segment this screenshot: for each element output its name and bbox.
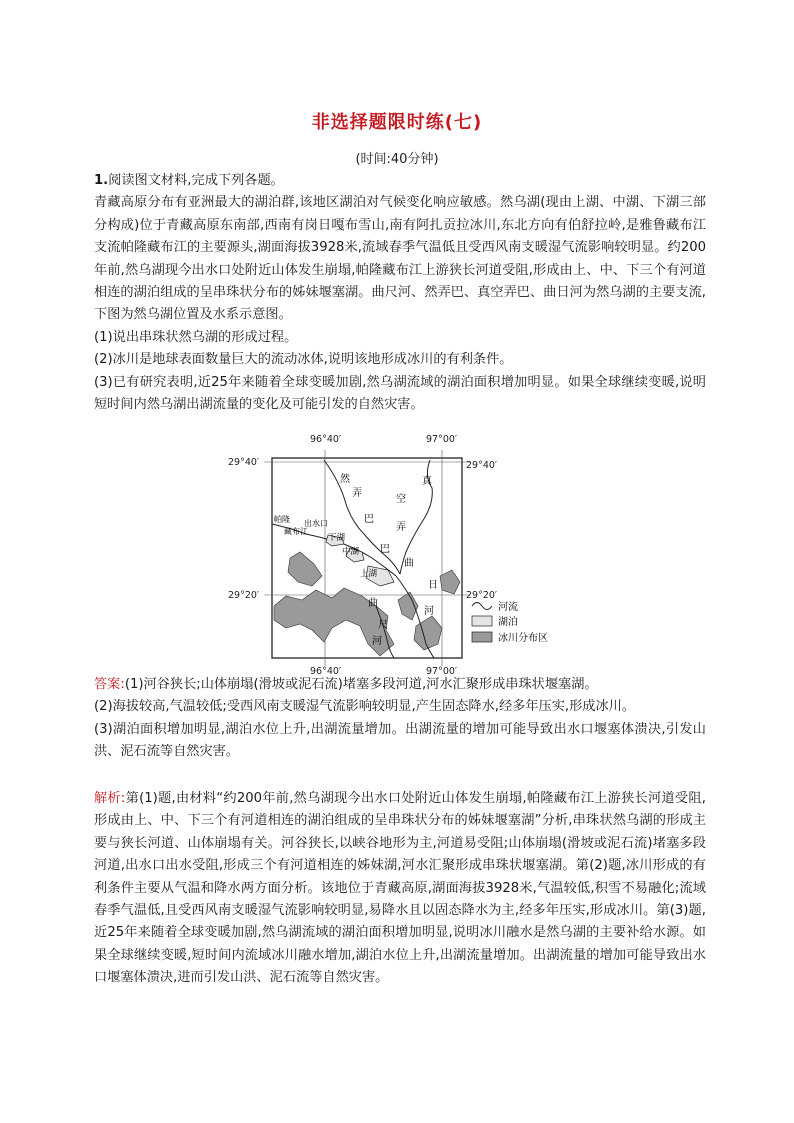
answer-1: [94, 674, 706, 696]
label-palong-zangbu: 藏布江: [284, 527, 308, 536]
label-kong: 空: [396, 494, 406, 505]
question-block: [94, 170, 706, 416]
analysis-block: [94, 788, 706, 990]
label-he: 河: [424, 606, 434, 617]
analysis-label: 解析:: [94, 791, 126, 806]
label-nong-2: 弄: [396, 522, 406, 533]
ranwu-lake-map: [228, 430, 578, 675]
answer-1-text: (1)河谷狭长;山体崩塌(滑坡或泥石流)堵塞多段河道,河水汇聚形成串珠状堰塞湖。: [124, 677, 598, 692]
lon-label-top-left: 96°40′: [310, 434, 342, 445]
analysis-text: 第(1)题,由材料“约200年前,然乌湖现今出水口处附近山体发生崩塌,帕隆藏布江上游狭长河道受阻,形成由上、中、下三个有河道相连的湖泊组成的呈串珠状分布的姊妹堰塞湖”分析,串珠状然乌湖的形成主要与狭长河道、山体崩塌有关。河谷狭长,以峡谷地形为主,河道易受阻;山体崩塌(滑坡或泥石流)堵塞多段河道,出水口出水受阻,形成三个有河道相连的姊妹湖,河水汇聚形成串珠状堰塞湖。第(2)题,冰川形成的有利条件主要从气温和降水两方面分析。该地位于青藏高原,湖面海拔3928米,气温较低,积雪不易融化;流域春季气温低,且受西风南支暖湿气流影响较明显,易降水且以固态降水为主,经多年压实,形成冰川。第(3)题,近25年来随着全球变暖加剧,然乌湖流域的湖泊面积增加明显,说明冰川融水是然乌湖的主要补给水源。如果全球继续变暖,短时间内流域冰川融水增加,湖泊水位上升,出湖流量增加。出湖流量的增加可能导致出水口堰塞体溃决,进而引发山洪、泥石流等自然灾害。: [94, 791, 706, 986]
time-limit: (时间:40分钟): [355, 152, 439, 167]
label-nong: 弄: [352, 488, 362, 499]
legend-glacier-symbol: [472, 632, 492, 642]
lon-label-bottom-right: 97°00′: [426, 666, 458, 675]
material-text: 青藏高原分布有亚洲最大的湖泊群,该地区湖泊对气候变化响应敏感。然乌湖(现由上湖、中湖、下湖三部分构成)位于青藏高原东南部,西南有岗日嘎布雪山,南有阿扎贡拉冰川,东北方向有伯舒拉岭,是雅鲁藏布江支流帕隆藏布江的主要源头,湖面海拔3928米,流域春季气温低且受西风南支暖湿气流影响较明显。约200年前,然乌湖现今出水口处附近山体发生崩塌,帕隆藏布江上游狭长河道受阻,形成由上、中、下三个有河道相连的湖泊组成的呈串珠状分布的姊妹堰塞湖。曲尺河、然弄巴、真空弄巴、曲日河为然乌湖的主要支流,下图为然乌湖位置及水系示意图。: [94, 195, 706, 323]
legend-glacier-label: 冰川分布区: [498, 633, 548, 644]
lon-label-top-right: 97°00′: [426, 434, 458, 445]
answer-label: 答案:: [94, 677, 125, 692]
lat-label-bottom-left: 29°20′: [228, 590, 260, 601]
label-outlet: 出水口: [304, 519, 328, 528]
question-intro-text: 阅读图文材料,完成下列各题。: [108, 173, 284, 188]
legend-lake-symbol: [472, 616, 492, 626]
lat-label-top-right: 29°40′: [466, 460, 498, 471]
answer-block: [94, 674, 706, 764]
label-palong: 帕隆: [274, 515, 290, 524]
label-zhong-hu: 中湖: [342, 547, 360, 557]
label-ran: 然: [340, 474, 350, 485]
sub-question-3: (3)已有研究表明,近25年来随着全球变暖加剧,然乌湖流域的湖泊面积增加明显。如果全球继续变暖,说明短时间内然乌湖出湖流量的变化及可能引发的自然灾害。: [94, 374, 706, 413]
lat-label-top-left: 29°40′: [228, 457, 260, 468]
label-shang-hu: 上湖: [360, 569, 378, 579]
question-intro: [94, 170, 706, 192]
label-qu: 曲: [404, 558, 414, 569]
legend-river-label: 河流: [498, 602, 518, 613]
label-chi: 尺: [378, 620, 388, 631]
lon-label-bottom-left: 96°40′: [310, 666, 342, 675]
label-zhen: 真: [422, 476, 432, 487]
answer-2: (2)海拔较高,气温较低;受西风南支暖湿气流影响较明显,产生固态降水,经多年压实,形成冰川。: [94, 699, 636, 715]
sub-question-2: (2)冰川是地球表面数量巨大的流动冰体,说明该地形成冰川的有利条件。: [94, 352, 513, 368]
label-qu-2: 曲: [368, 598, 378, 609]
label-xia-hu: 下湖: [328, 533, 346, 543]
page-title: 非选择题限时练(七): [311, 112, 483, 133]
label-ba-2: 巴: [380, 544, 390, 555]
legend-lake-label: 湖泊: [498, 617, 518, 628]
sub-question-1: (1)说出串珠状然乌湖的形成过程。: [94, 329, 298, 345]
lat-label-bottom-right: 29°20′: [466, 590, 498, 601]
question-number: 1.: [94, 173, 109, 188]
label-he-2: 河: [372, 636, 382, 647]
legend-river-symbol: [472, 603, 492, 610]
answer-3: (3)湖泊面积增加明显,湖泊水位上升,出湖流量增加。出湖流量的增加可能导致出水口堰塞体溃决,引发山洪、泥石流等自然灾害。: [94, 721, 706, 760]
label-ri: 日: [428, 580, 438, 591]
label-ba: 巴: [364, 514, 374, 525]
